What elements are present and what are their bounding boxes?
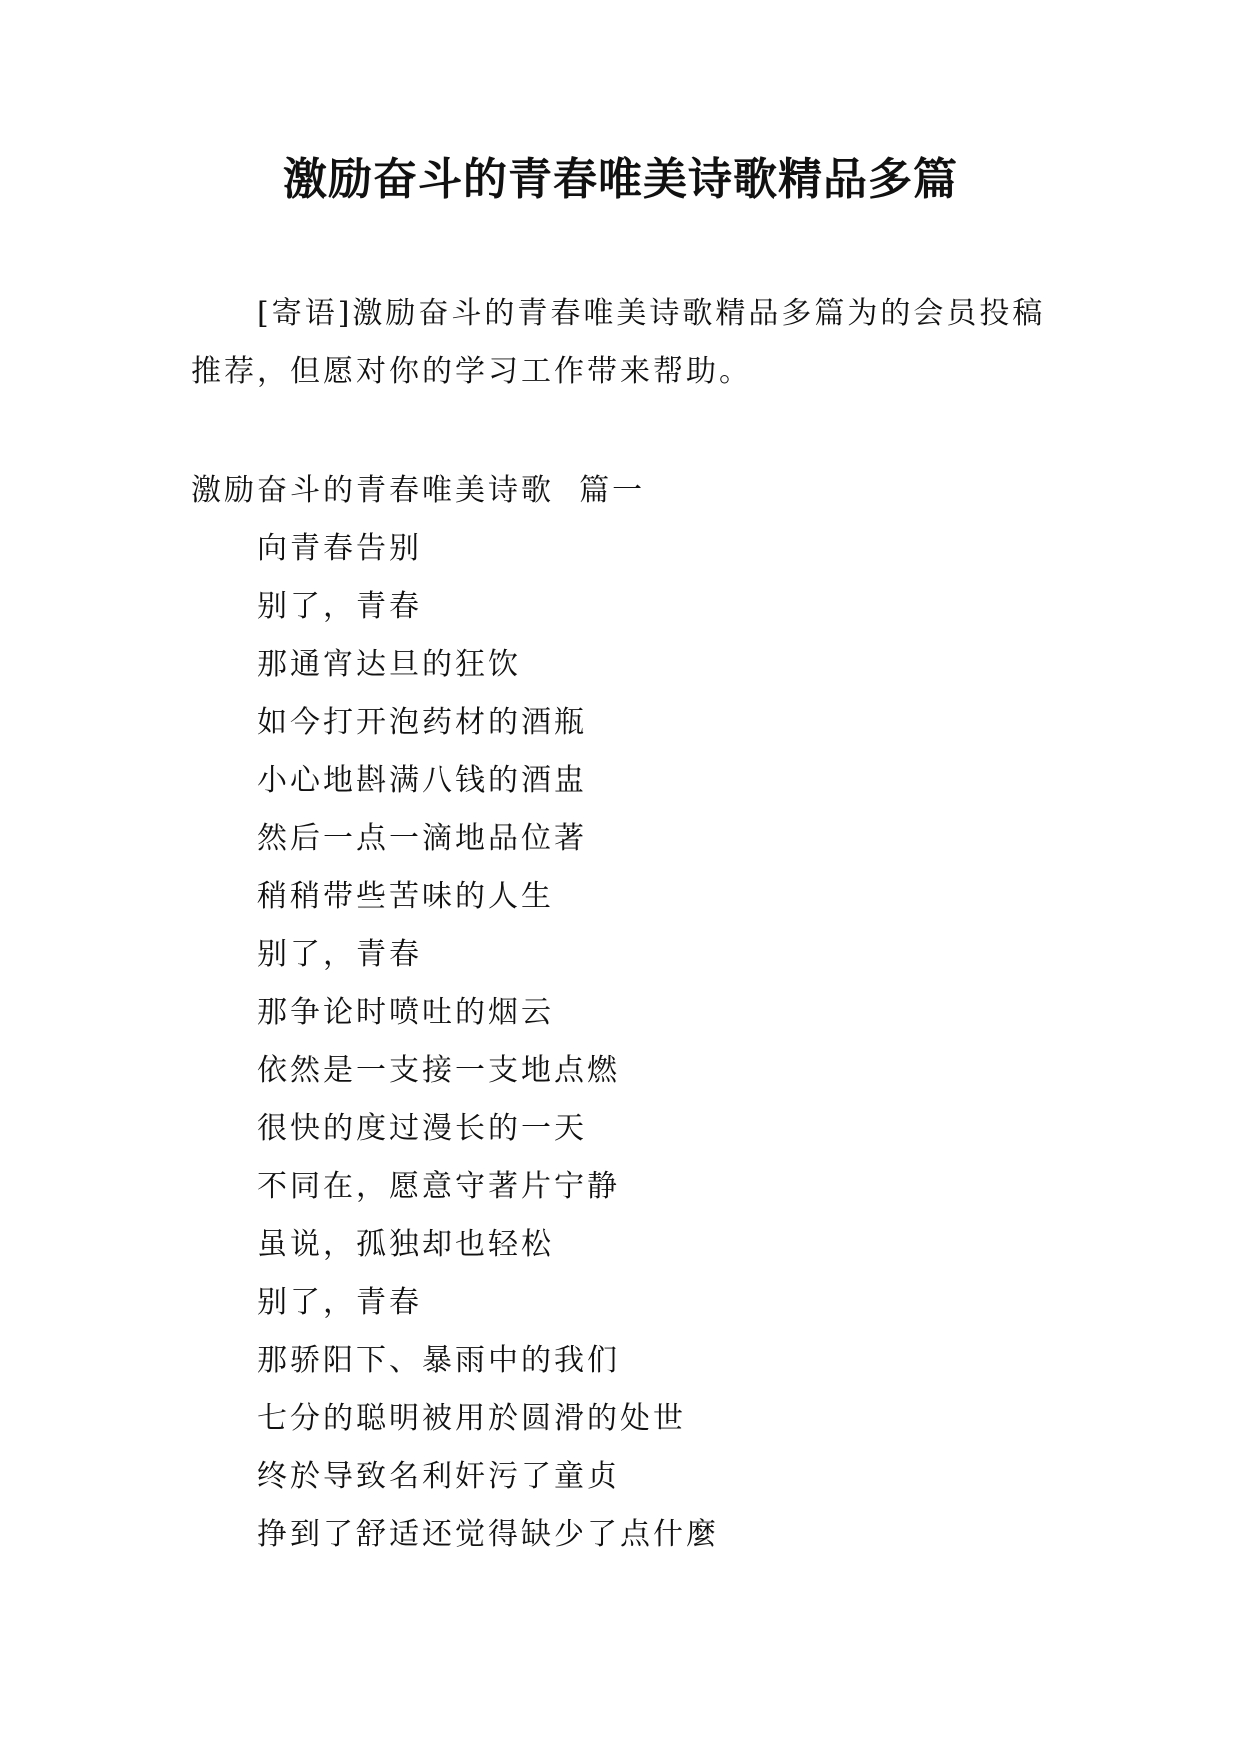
poem-lines [257, 520, 719, 1564]
poem-line: 终於导致名利奸污了童贞 [257, 1459, 620, 1494]
poem-line: 虽说，孤独却也轻松 [257, 1227, 554, 1262]
poem-line: 很快的度过漫长的一天 [257, 1111, 587, 1146]
poem-line: 然后一点一滴地品位著 [257, 821, 587, 856]
poem-line: 稍稍带些苦味的人生 [257, 879, 554, 914]
poem-line: 小心地斟满八钱的酒盅 [257, 763, 587, 798]
section-heading: 激励奋斗的青春唯美诗歌 篇一 [191, 473, 646, 508]
document-title: 激励奋斗的青春唯美诗歌精品多篇 [283, 154, 958, 205]
poem-line: 向青春告别 [257, 531, 422, 566]
poem-line: 那通宵达旦的狂饮 [257, 647, 521, 682]
poem-line: 挣到了舒适还觉得缺少了点什麼 [257, 1517, 719, 1552]
poem-line: 那争论时喷吐的烟云 [257, 995, 554, 1030]
poem-line: 别了，青春 [257, 1285, 422, 1320]
poem-line: 依然是一支接一支地点燃 [257, 1053, 620, 1088]
poem-line: 别了，青春 [257, 937, 422, 972]
poem-line: 那骄阳下、暴雨中的我们 [257, 1343, 620, 1378]
intro-paragraph: [寄语]激励奋斗的青春唯美诗歌精品多篇为的会员投稿推荐，但愿对你的学习工作带来帮助。 [191, 296, 1046, 389]
poem-line: 七分的聪明被用於圆滑的处世 [257, 1401, 686, 1436]
poem-line: 不同在，愿意守著片宁静 [257, 1169, 620, 1204]
poem-line: 如今打开泡药材的酒瓶 [257, 705, 587, 740]
poem-line: 别了，青春 [257, 589, 422, 624]
